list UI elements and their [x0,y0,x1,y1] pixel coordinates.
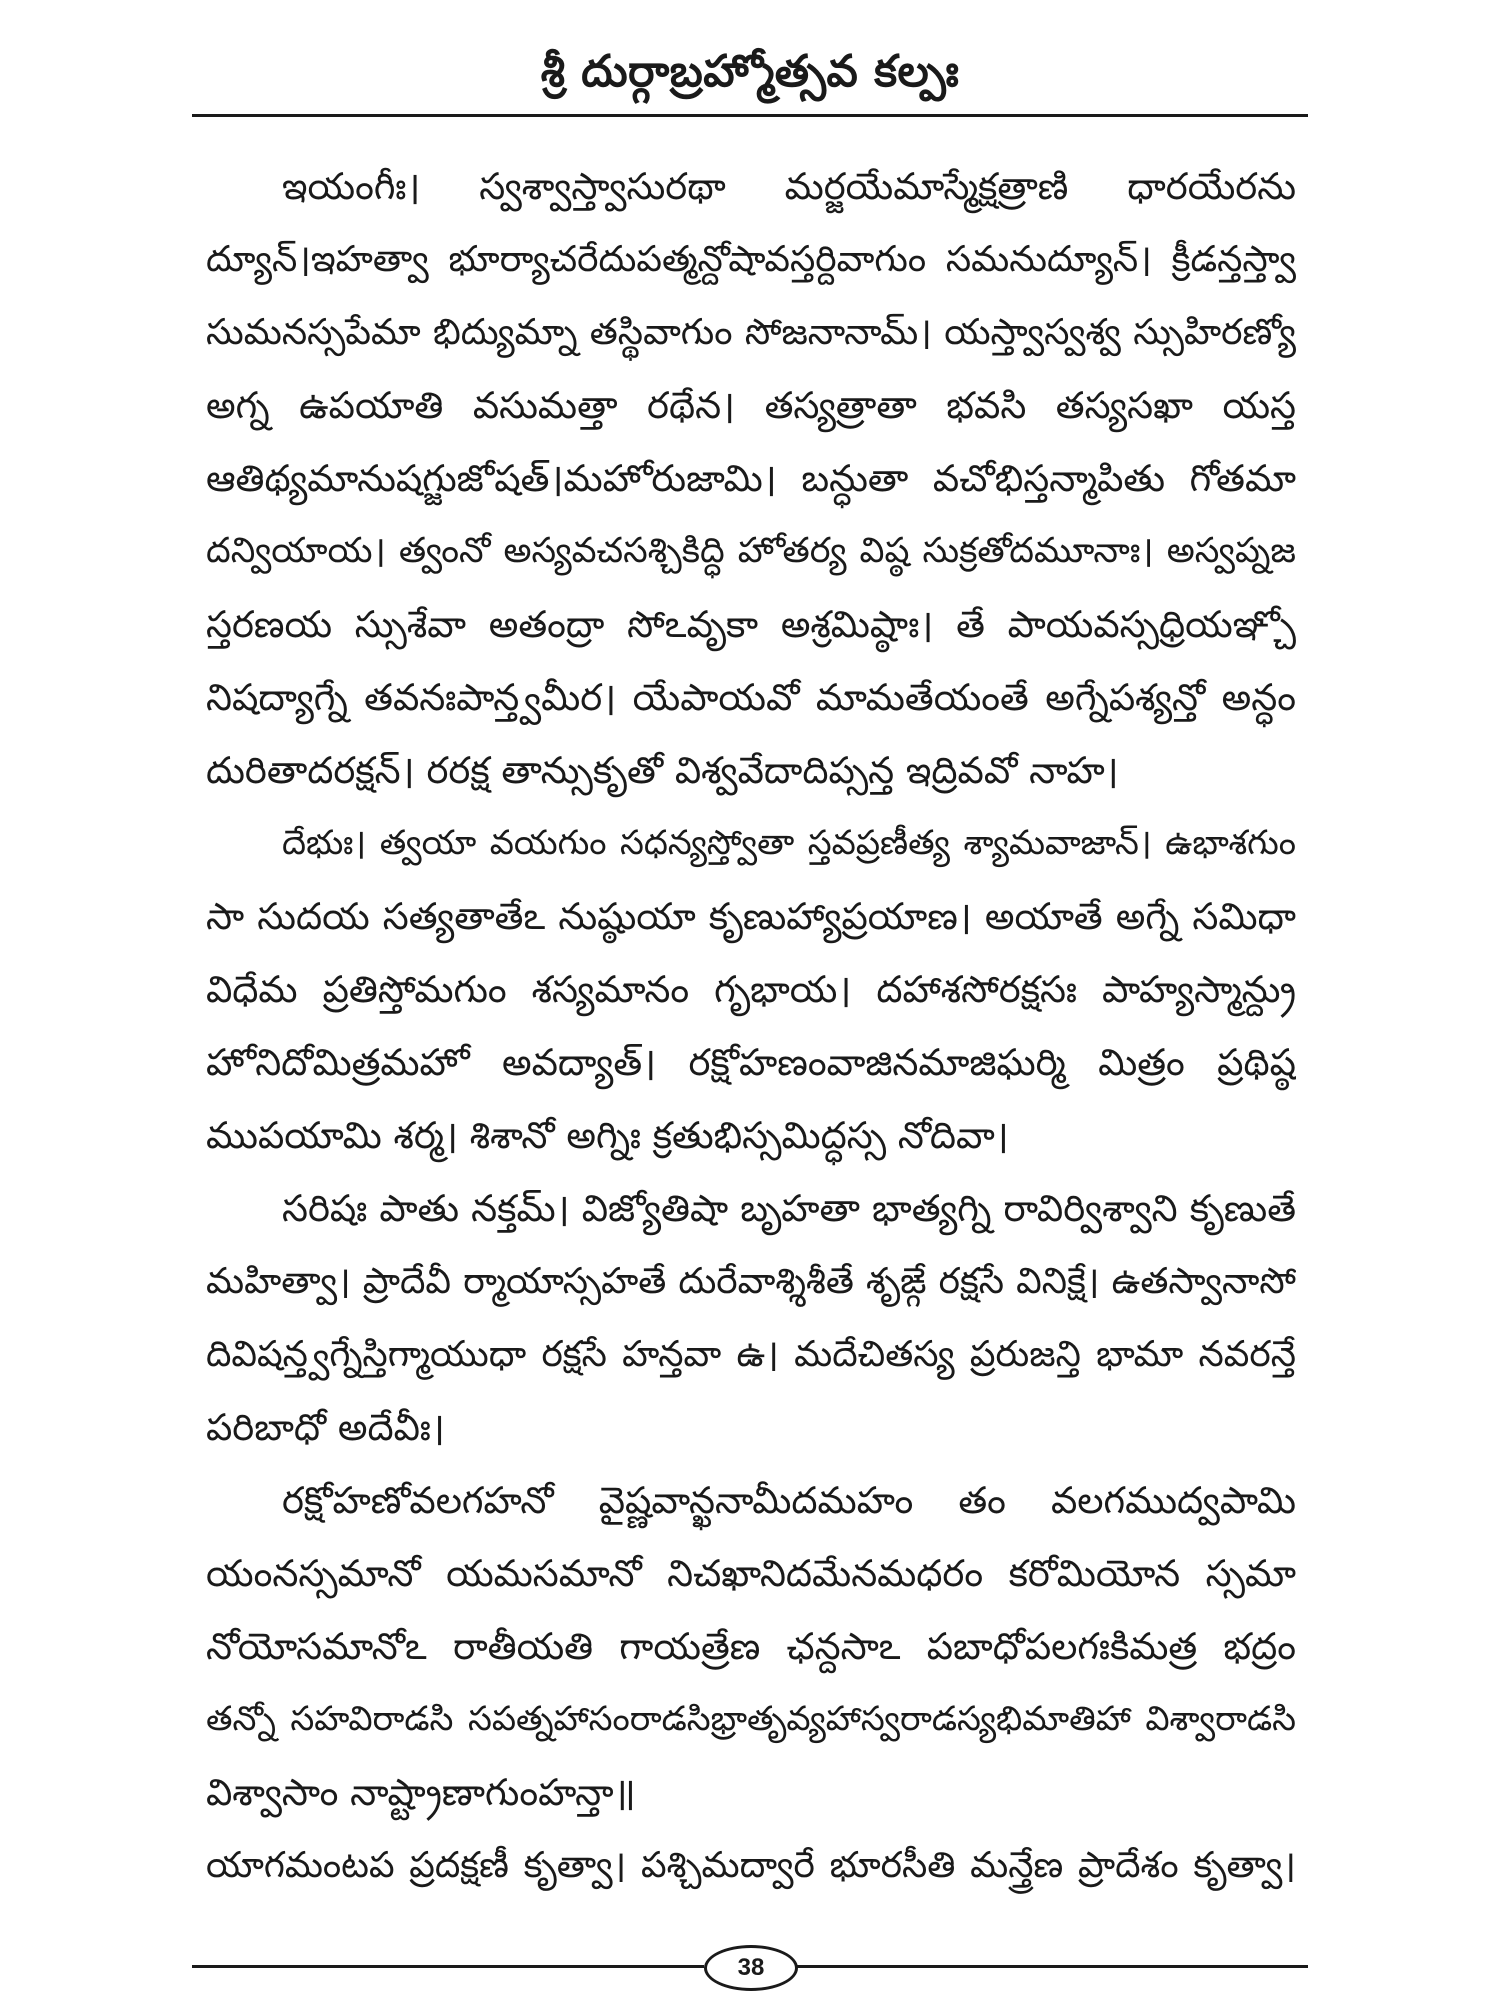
text-line: విశ్వాసాం నాష్ట్రాణాగుంహన్తా॥ [206,1771,636,1814]
footer-divider-right [796,1965,1308,1968]
text-line: దివిషన్త్వగ్నేస్తిగ్మాయుధా రక్షసే హన్తవా ఉ। మదేచితస్య ప్రరుజన్తి భామా నవరన్తే [206,1334,1296,1375]
text-line: ఆతిథ్యమానుషగ్జుజోషత్।మహోరుజామి। బన్ధుతా వచోభిస్తన్మాపితు గోతమా [206,457,1296,500]
text-line: నోయోసమానోఽ రాతీయతి గాయత్రేణ ఛన్దసాఽ పబాధోపలగఃకిమత్ర భద్రం [206,1625,1296,1668]
text-line: సుమనస్సపేమా భిద్యుమ్నా తస్థివాగుం సోజనానామ్। యస్త్వాస్వశ్వ స్సుహిరణ్యో [206,312,1296,353]
text-line: యాగమంటప ప్రదక్షణీ కృత్వా। పశ్చిమద్వారే భూరసీతి మన్త్రేణ ప్రాదేశం కృత్వా। [206,1845,1296,1886]
text-line: ఇయంగీః। స్వశ్వాస్త్వాసురథా మర్జయేమాస్మేక్షత్రాణి ధారయేరను [282,165,1296,208]
text-line: విధేమ ప్రతిస్తోమగుం శస్యమానం గృభాయ। దహాశసోరక్షసః పాహ్యస్మాన్ద్రు [206,968,1296,1011]
verse-text-block [206,150,1296,1902]
text-line: నిషద్యాగ్నే తవనఃపాన్త్వమీర। యేపాయవో మామతేయంతే అగ్నేపశ్యన్తో అన్ధం [206,676,1296,719]
text-line: హోనిదోమిత్రమహో అవద్యాత్। రక్షోహణంవాజినమాజిఘర్మి మిత్రం ప్రథిష్ఠ [206,1041,1296,1084]
text-line: స్తరణయ స్సుశేవా అతంద్రా సోఽవృకా అశ్రమిష్ఠాః। తే పాయవస్సధ్రియఞ్చో [206,603,1296,646]
text-line: దేభుః। త్వయా వయగుం సధన్యస్త్వోతా స్తవప్రణీత్య శ్యామవాజాన్। ఉభాశగుం [282,823,1296,863]
text-line: దురితాదరక్షన్। రరక్ష తాన్సుకృతో విశ్వవేదాదిప్సన్త ఇద్రివవో నాహ। [206,749,1119,792]
page-title: శ్రీ దుర్గాబ్రహ్మోత్సవ కల్పః [540,46,960,97]
text-line: దన్వియాయ। త్వంనో అస్యవచసశ్చికిద్ధి హోతర్య విష్ఠ సుక్రతోదమూనాః। అస్వప్నజ [206,531,1296,571]
text-line: ముపయామి శర్మ। శిశానో అగ్నిః క్రతుభిస్సమిద్ధస్స నోదివా। [206,1114,1009,1157]
text-line: మహిత్వా। ప్రాదేవీ ర్మాయాస్సహతే దురేవాశ్శిశీతే శృఙ్గే రక్షసే వినిక్షే। ఉతస్వానాసో [206,1261,1296,1302]
text-line: యంనస్సమానో యమసమానో నిచఖానిదమేనమధరం కరోమియోన స్సమా [206,1552,1296,1595]
footer-divider-left [192,1965,704,1968]
text-line: తన్నో సహవిరాడసి సపత్నహాసంరాడసిభ్రాతృవ్యహాస్వరాడస్యభిమాతిహా విశ్వారాడసి [206,1699,1296,1739]
text-line: సా సుదయ సత్యతాతేఽ నుష్ఠుయా కృణుహ్యాప్రయాణ। అయాతే అగ్నే సమిధా [206,895,1296,938]
text-line: రక్షోహణోవలగహనో వైష్ణవాన్ఖనామీదమహం తం వలగముద్వపామి [282,1479,1296,1522]
header-divider [192,114,1308,117]
text-line: అగ్న ఉపయాతి వసుమత్తా రథేన। తస్యత్రాతా భవసి తస్యసఖా యస్త [206,384,1296,427]
text-line: సరిషః పాతు నక్తమ్। విజ్యోతిషా బృహతా భాత్యగ్ని రావిర్విశ్వాని కృణుతే [282,1187,1296,1230]
text-line: పరిబాధో అదేవీః। [206,1406,445,1449]
text-line: ద్యూన్।ఇహత్వా భూర్యాచరేదుపత్మన్దోషావస్తర్దివాగుం సమనుద్యూన్। క్రీడన్తస్త్వా [206,239,1296,280]
page-number: 38 [704,1945,798,1991]
